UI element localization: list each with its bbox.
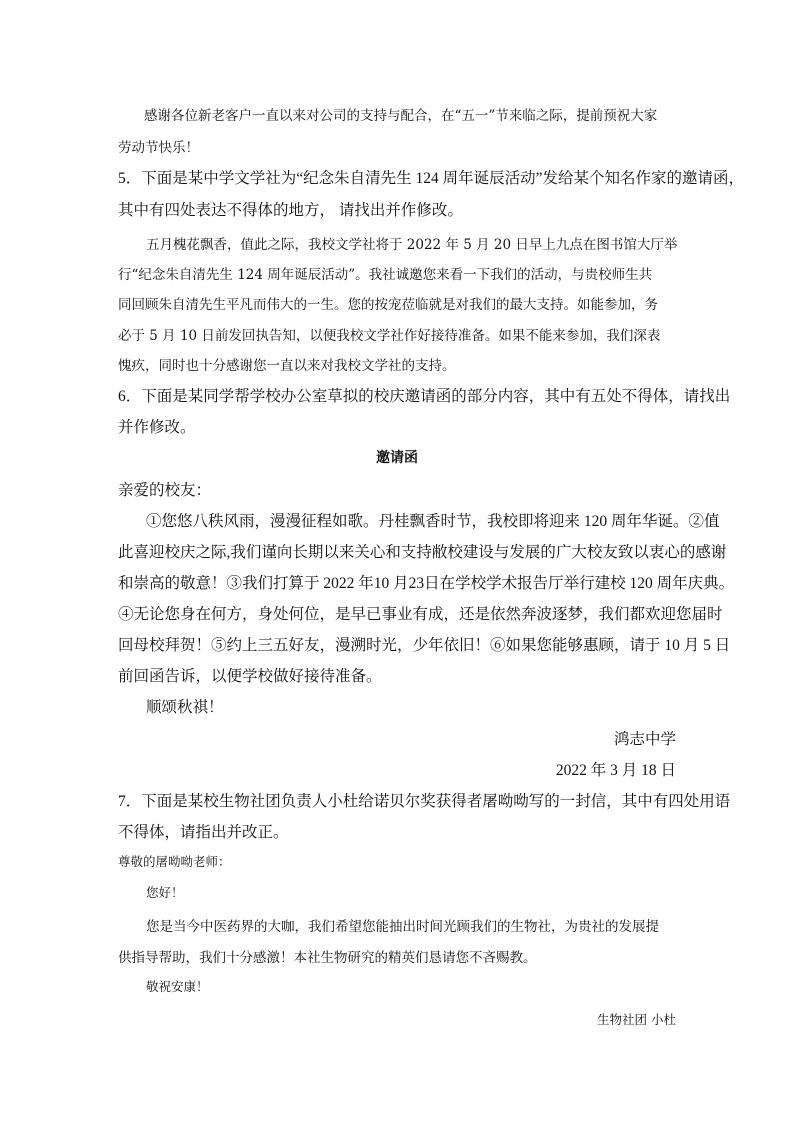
q7-prompt-line-1: 7．下面是某校生物社团负责人小杜给诺贝尔奖获得者屠呦呦写的一封信，其中有四处用语 <box>118 793 731 810</box>
q6-date: 2022 年 3 月 18 日 <box>555 762 676 779</box>
q5-body-line-3: 同回顾朱自清先生平凡而伟大的一生。您的按宠莅临就是对我们的最大支持。如能参加，务 <box>118 297 658 313</box>
q6-greeting: 亲爱的校友： <box>118 482 212 499</box>
q5-body-line-1: 五月槐花飘香，值此之际，我校文学社将于 2022 年 5 月 20 日早上九点在图书馆大厅举 <box>146 237 678 253</box>
q5-prompt-line-2: 其中有四处表达不得体的地方， 请找出并作修改。 <box>118 202 463 219</box>
q6-body-line-5: 回母校拜贺！⑤约上三五好友，漫溯时光，少年依旧！⑥如果您能够惠顾，请于 10 月 5 日 <box>118 637 731 654</box>
q6-prompt-line-2: 并作修改。 <box>118 419 196 436</box>
q7-body-line-2: 供指导帮助，我们十分感激！本社生物研究的精英们恳请您不吝赐教。 <box>118 950 537 966</box>
q6-body-line-6: 前回函告诉，以便学校做好接待准备。 <box>118 668 382 685</box>
q5-body-line-2: 行“纪念朱自清先生 124 周年诞辰活动”。我社诚邀您来看一下我们的活动，与贵校师生共 <box>118 267 653 283</box>
q7-body-line-1: 您是当今中医药界的大咖，我们希望您能抽出时间光顾我们的生物社，为贵社的发展提 <box>146 919 659 935</box>
q7-prompt-line-2: 不得体，请指出并改正。 <box>118 824 289 841</box>
q6-body-line-4: ④无论您身在何方，身处何位，是早已事业有成，还是依然奔波逐梦，我们都欢迎您届时 <box>118 606 723 623</box>
q7-hello: 您好！ <box>146 885 184 900</box>
q7-signature: 生物社团 小杜 <box>597 1012 676 1027</box>
q6-body-line-3: 和崇高的敬意！③我们打算于 2022 年10 月23日在学校学术报告厅举行建校 120 周年庆典。 <box>118 575 735 592</box>
q5-body-line-4: 必于 5 月 10 日前发回执告知，以便我校文学社作好接待准备。如果不能来参加，我们深表 <box>118 328 661 344</box>
q7-closing: 敬祝安康！ <box>146 979 209 994</box>
q6-closing: 顺颂秋祺！ <box>146 699 224 716</box>
q5-body-line-5: 愧疚，同时也十分感谢您一直以来对我校文学社的支持。 <box>118 358 456 374</box>
q6-body-line-2: 此喜迎校庆之际,我们谨向长期以来关心和支持敝校建设与发展的广大校友致以衷心的感谢 <box>118 544 727 561</box>
q5-prompt-line-1: 5．下面是某中学文学社为“纪念朱自清先生 124 周年诞辰活动”发给某个知名作家的邀请函， <box>118 170 745 187</box>
intro-line-1: 感谢各位新老客户一直以来对公司的支持与配合，在“五一”节来临之际，提前预祝大家 <box>144 108 658 124</box>
q6-prompt-line-1: 6．下面是某同学帮学校办公室草拟的校庆邀请函的部分内容，其中有五处不得体，请找出 <box>118 388 731 405</box>
q7-salutation: 尊敬的屠呦呦老师： <box>118 854 231 869</box>
q6-body-line-1: ①您悠八秩风雨，漫漫征程如歌。丹桂飘香时节，我校即将迎来 120 周年华诞。②值 <box>146 513 720 530</box>
intro-line-2: 劳动节快乐！ <box>118 140 199 156</box>
q6-letter-title: 邀请函 <box>376 451 418 466</box>
q6-signature: 鸿志中学 <box>613 731 676 748</box>
